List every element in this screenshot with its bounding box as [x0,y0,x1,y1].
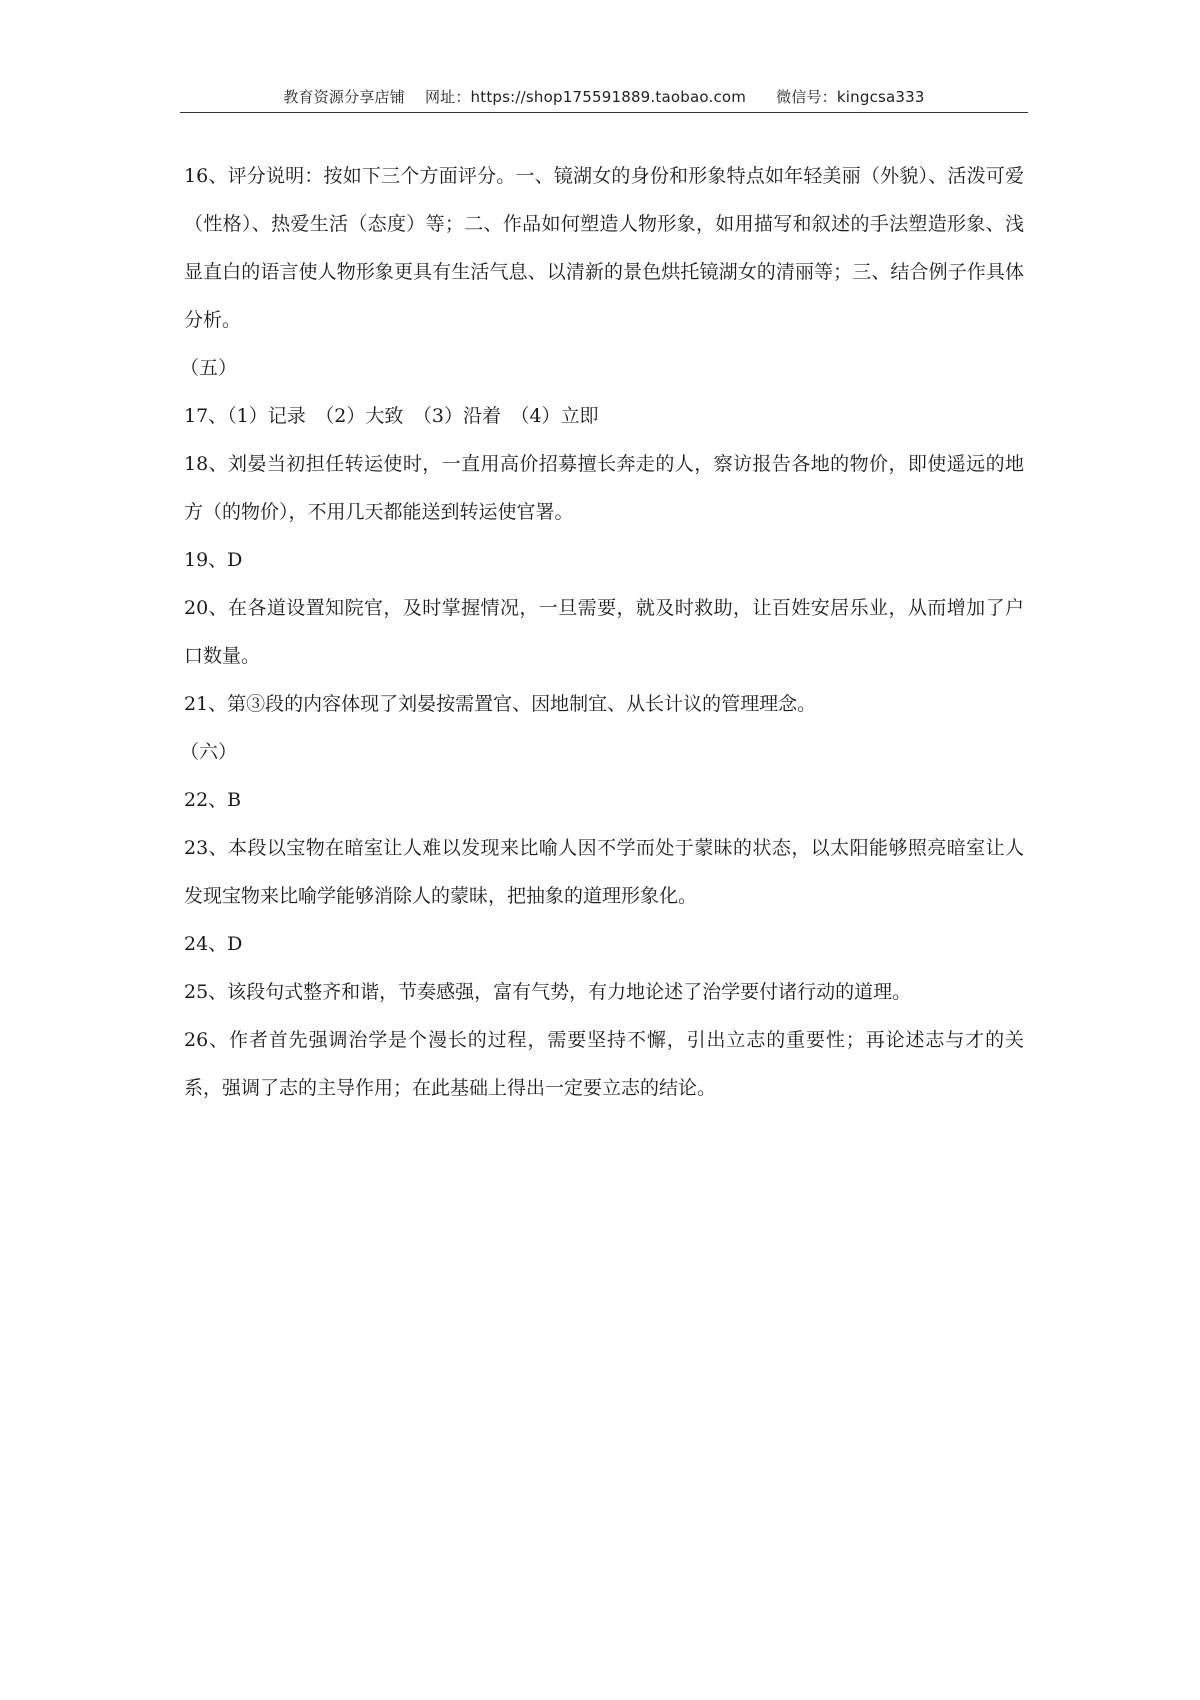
header-divider [180,112,1028,113]
answer-18: 18、刘晏当初担任转运使时，一直用高价招募擅长奔走的人，察访报告各地的物价，即使遥远的地方（的物价），不用几天都能送到转运使官署。 [184,453,1024,523]
shop-url: https://shop175591889.taobao.com [470,88,747,106]
page-header [180,86,1028,112]
answer-26: 26、作者首先强调治学是个漫长的过程，需要坚持不懈，引出立志的重要性；再论述志与才的关系，强调了志的主导作用；在此基础上得出一定要立志的结论。 [184,1029,1024,1099]
answer-25: 25、该段句式整齐和谐，节奏感强，富有气势，有力地论述了治学要付诸行动的道理。 [184,981,912,1003]
answer-16: 16、评分说明：按如下三个方面评分。一、镜湖女的身份和形象特点如年轻美丽（外貌）、活泼可爱（性格）、热爱生活（态度）等；二、作品如何塑造人物形象，如用描写和叙述的手法塑造形象、浅显直白的语言使人物形象更具有生活气息、以清新的景色烘托镜湖女的清丽等；三、结合例子作具体分析。 [184,165,1024,331]
url-label: 网址： [424,88,471,106]
shop-name: 教育资源分享店铺 [283,88,405,106]
answer-24: 24、D [184,933,243,955]
wechat-id: kingcsa333 [836,88,925,106]
answer-21: 21、第③段的内容体现了刘晏按需置官、因地制宜、从长计议的管理理念。 [184,693,817,715]
section-heading-5: （五） [180,357,238,379]
section-heading-6: （六） [180,741,238,763]
answer-23: 23、本段以宝物在暗室让人难以发现来比喻人因不学而处于蒙昧的状态，以太阳能够照亮暗室让人发现宝物来比喻学能够消除人的蒙昧，把抽象的道理形象化。 [184,837,1024,907]
answer-17: 17、（1）记录 （2）大致 （3）沿着 （4）立即 [184,405,599,427]
answer-19: 19、D [184,549,243,571]
answer-20: 20、在各道设置知院官，及时掌握情况，一旦需要，就及时救助，让百姓安居乐业，从而增加了户口数量。 [184,597,1024,667]
answer-content [180,152,1024,1112]
wechat-label: 微信号： [776,88,837,106]
answer-22: 22、B [184,789,242,811]
